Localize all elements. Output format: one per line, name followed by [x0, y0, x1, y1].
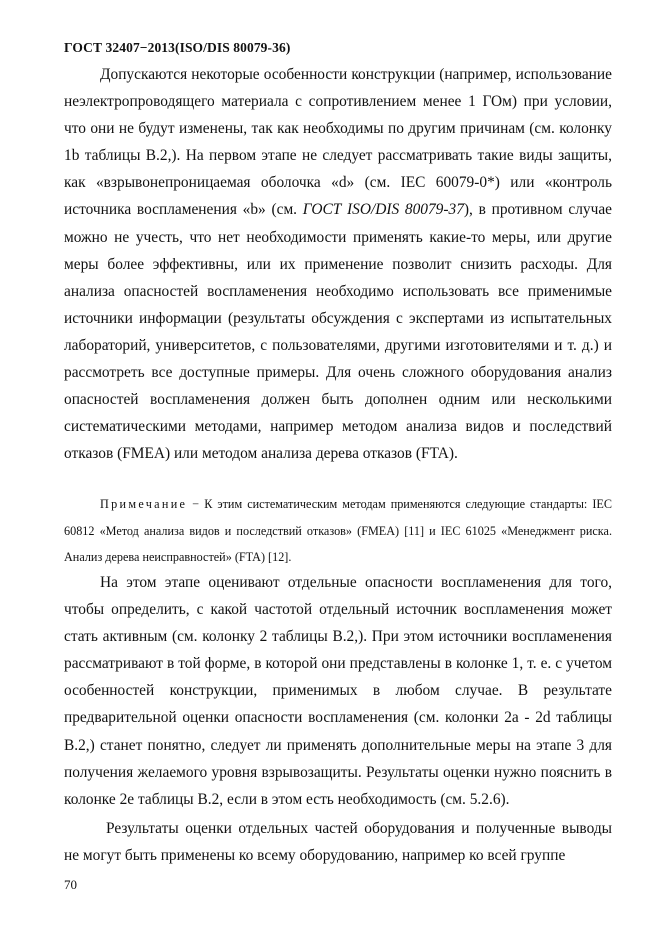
note-text: − К этим систематическим методам применяются следующие стандарты: IEC 60812 «Метод анализа видов и последствий отказов» (FMEA) [11] и IEC 61025 «Менеджмент риска. Анализ дерева неисправностей» (FTA) [12]. [64, 497, 612, 564]
standard-reference: ГОСТ ISO/DIS 80079-37 [302, 201, 464, 219]
paragraph-design-features [64, 61, 612, 467]
paragraph-ignition-assessment: На этом этапе оценивают отдельные опасности воспламенения для того, чтобы определить, с какой частотой отдельный источник воспламенения может стать активным (см. колонку 2 таблицы В.2,). При этом источники воспламенения рассматривают в той форме, в которой они представлены в колонке 1, т. е. с учетом особенностей конструкции, применимых в любом случае. В результате предварительной оценки опасности воспламенения (см. колонки 2а - 2d таблицы В.2,) станет понятно, следует ли применять дополнительные меры на этапе 3 для получения желаемого уровня взрывозащиты. Результаты оценки нужно пояснить в колонке 2е таблицы В.2, если в этом есть необходимость (см. 5.2.6). [64, 574, 612, 808]
paragraph-results: Результаты оценки отдельных частей оборудования и полученные выводы не могут быть применены ко всему оборудованию, например ко всей группе [64, 820, 612, 865]
note [64, 491, 612, 571]
page-number: 70 [64, 877, 77, 892]
paragraph-text: ), в противном случае можно не учесть, что нет необходимости применять какие-то меры, или другие меры более эффективны, или их применение позволит снизить расходы. Для анализа опасностей воспламенения необходимо использовать все применимые источники информации (результаты обсуждения с экспертами из испытательных лабораторий, университетов, с пользователями, другими изготовителями и т. д.) и рассмотреть все доступные примеры. Для очень сложного оборудования анализ опасностей воспламенения должен быть дополнен одним или несколькими систематическими методами, например методом анализа видов и последствий отказов (FMEA) или методом анализа дерева отказов (FTA). [64, 201, 612, 463]
document-header: ГОСТ 32407−2013(ISO/DIS 80079-36) [64, 40, 291, 55]
note-label: Примечание [100, 497, 188, 511]
paragraph-text: Допускаются некоторые особенности конструкции (например, использование неэлектропроводящего материала с сопротивлением менее 1 ГОм) при условии, что они не будут изменены, так как необходимы по другим причинам (см. колонку 1b таблицы В.2,). На первом этапе не следует рассматривать такие виды защиты, как «взрывонепроницаемая оболочка «d» (см. IEC 60079-0*) или «контроль источника воспламенения «b» (см. [64, 66, 612, 219]
